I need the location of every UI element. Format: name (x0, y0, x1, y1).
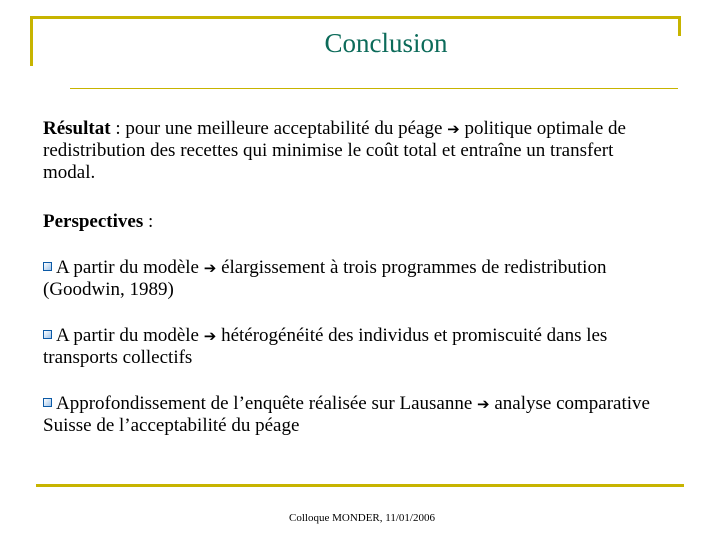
bullet-text-after: élargissement à trois programmes de redistribution (Goodwin, 1989) (43, 257, 607, 300)
perspectives-label: Perspectives (43, 211, 144, 232)
result-label: Résultat (43, 118, 111, 139)
result-paragraph (43, 118, 663, 184)
perspectives-heading (43, 211, 663, 233)
arrow-icon: ➔ (477, 395, 490, 413)
square-bullet-icon (43, 262, 52, 271)
slide-content (43, 118, 663, 461)
slide-title: Conclusion (324, 28, 448, 58)
footer-rule (36, 484, 684, 487)
perspectives-suffix: : (143, 211, 154, 232)
result-lead: : pour une meilleure acceptabilité du péage (110, 118, 448, 139)
slide-footer: Colloque MONDER, 11/01/2006 (289, 512, 435, 524)
bullet-text-after: hétérogénéité des individus et promiscuité dans les transports collectifs (43, 325, 608, 368)
bullet-text-after: analyse comparative Suisse de l’acceptabilité du péage (43, 393, 650, 436)
arrow-icon: ➔ (203, 327, 217, 345)
arrow-icon: ➔ (203, 259, 217, 277)
arrow-icon: ➔ (447, 120, 460, 138)
result-rest: politique optimale de redistribution des recettes qui minimise le coût total et entraîne un transfert modal. (43, 118, 626, 183)
square-bullet-icon (43, 330, 52, 339)
bullet-item-3 (43, 393, 663, 437)
bullet-text-before: A partir du modèle (56, 325, 204, 346)
bullet-item-1 (43, 257, 663, 301)
bullet-text-before: A partir du modèle (56, 257, 204, 278)
title-rule (70, 88, 678, 89)
bullet-item-2 (43, 325, 663, 369)
square-bullet-icon (43, 398, 52, 407)
bullet-text-before: Approfondissement de l’enquête réalisée sur Lausanne (56, 393, 478, 414)
